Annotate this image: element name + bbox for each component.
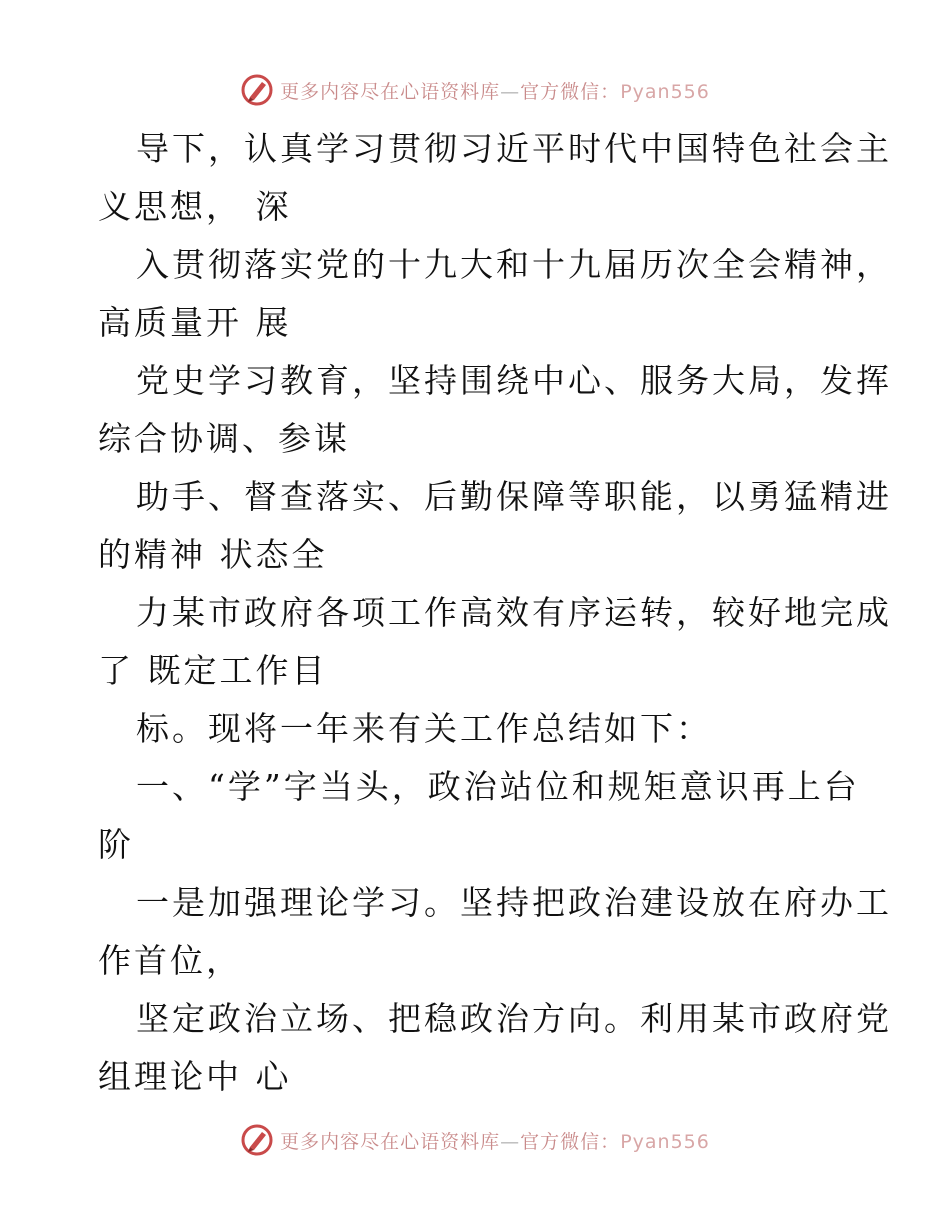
text-line: 一是加强理论学习。坚持把政治建设放在府办工 — [136, 883, 892, 922]
section-heading: 一、“学”字当头，政治站位和规矩意识再上台 — [136, 767, 860, 806]
text-line: 导下，认真学习贯彻习近平时代中国特色社会主 — [136, 129, 892, 168]
watermark-wechat-id: Pyan556 — [620, 1130, 710, 1153]
text-line: 作首位， — [98, 941, 242, 980]
watermark-site-text: 更多内容尽在心语资料库 — [280, 1130, 501, 1153]
text-line: 了 既定工作目 — [98, 651, 328, 690]
footer-watermark — [0, 1120, 950, 1160]
watermark-text — [280, 1127, 710, 1154]
watermark-site-text: 更多内容尽在心语资料库 — [280, 80, 501, 103]
text-line: 义思想， 深 — [98, 187, 292, 226]
text-line: 高质量开 展 — [98, 303, 292, 342]
pen-circle-logo-icon — [240, 1123, 274, 1157]
watermark-wechat-label: 官方微信： — [520, 80, 621, 103]
text-line: 助手、督查落实、后勤保障等职能，以勇猛精进 — [136, 477, 892, 516]
watermark-text — [280, 77, 710, 104]
text-line: 入贯彻落实党的十九大和十九届历次全会精神， — [136, 245, 892, 284]
header-watermark — [0, 70, 950, 110]
text-line: 组理论中 心 — [98, 1057, 292, 1096]
text-line: 阶 — [98, 825, 134, 864]
pen-circle-logo-icon — [240, 73, 274, 107]
text-line: 综合协调、参谋 — [98, 419, 350, 458]
text-line: 力某市政府各项工作高效有序运转，较好地完成 — [136, 593, 892, 632]
document-body — [98, 120, 892, 1106]
watermark-separator: — — [500, 1130, 521, 1153]
watermark-separator: — — [500, 80, 521, 103]
text-line: 坚定政治立场、把稳政治方向。利用某市政府党 — [136, 999, 892, 1038]
text-line: 标。现将一年来有关工作总结如下： — [136, 709, 712, 748]
watermark-wechat-id: Pyan556 — [620, 80, 710, 103]
text-line: 的精神 状态全 — [98, 535, 328, 574]
text-line: 党史学习教育，坚持围绕中心、服务大局，发挥 — [136, 361, 892, 400]
watermark-wechat-label: 官方微信： — [520, 1130, 621, 1153]
